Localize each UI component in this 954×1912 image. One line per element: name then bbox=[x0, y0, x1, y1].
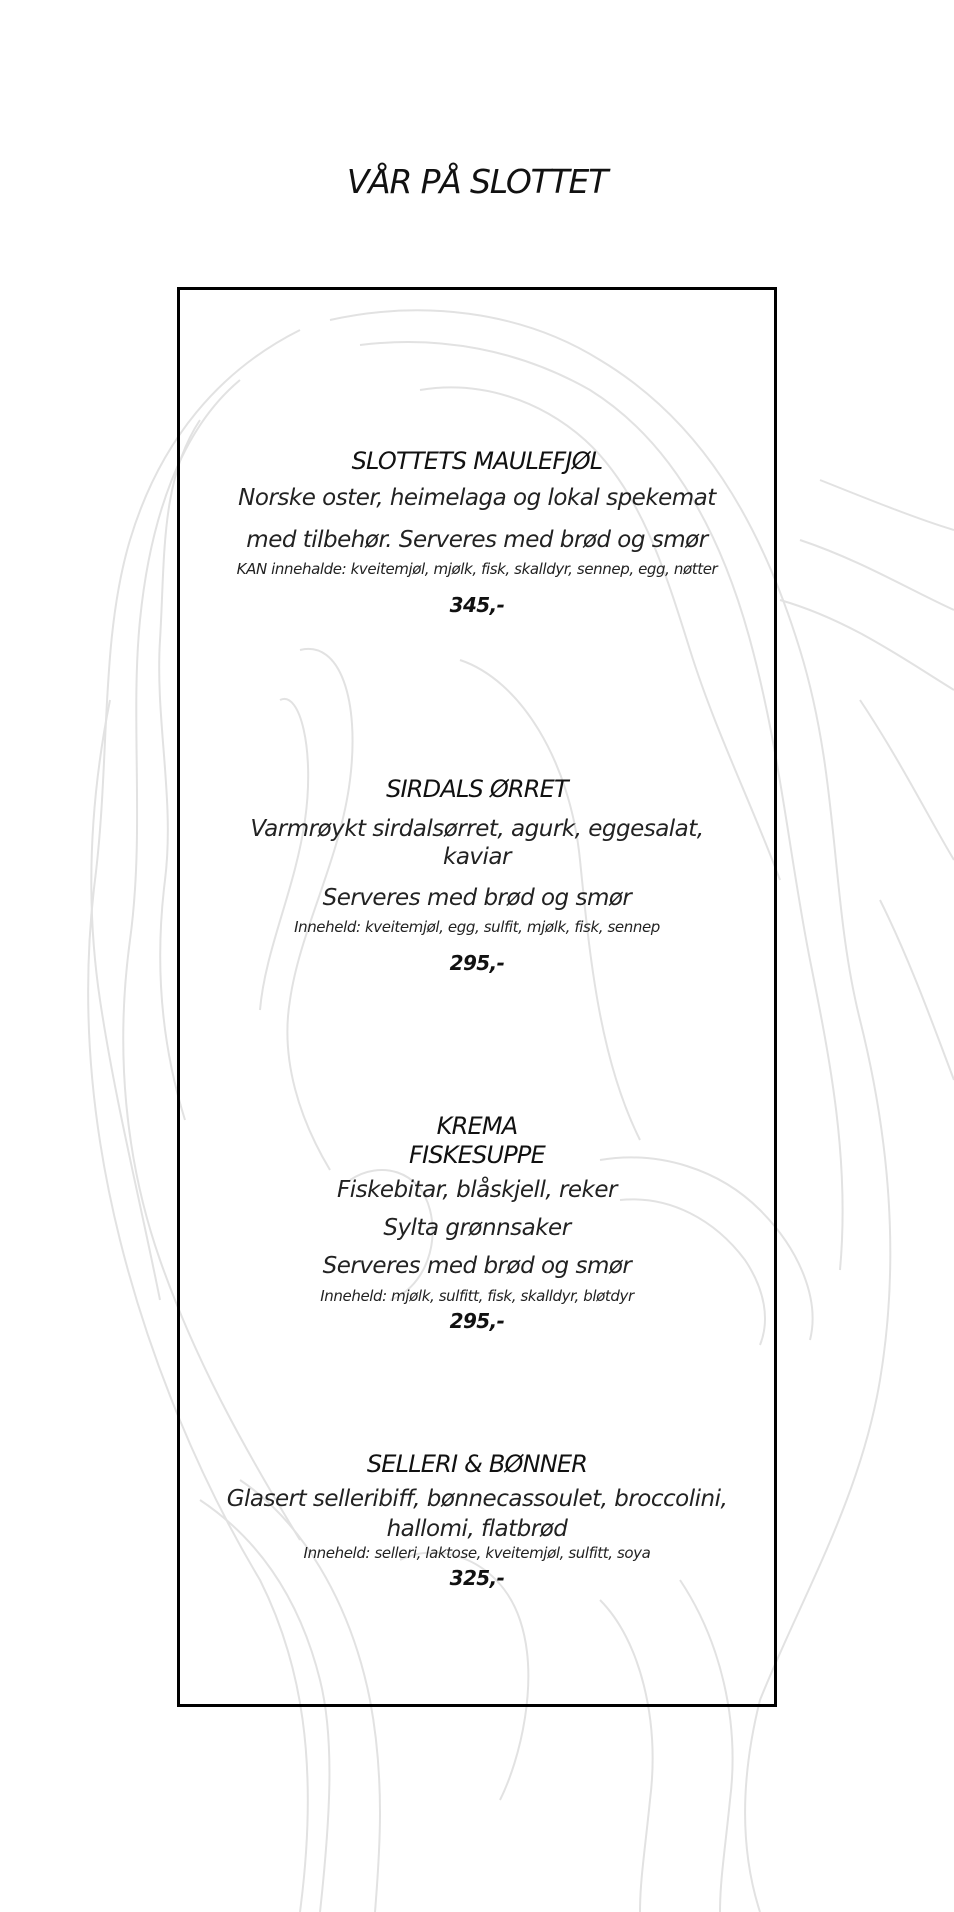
dish-name-line: KREMA bbox=[436, 1112, 518, 1140]
dish-description-line: Serveres med brød og smør bbox=[322, 885, 632, 911]
dish-allergens: Inneheld: mjølk, sulfitt, fisk, skalldyr, bløtdyr bbox=[320, 1287, 634, 1305]
dish-description-line: Sylta grønnsaker bbox=[383, 1215, 571, 1241]
dish-description-line: Glasert selleribiff, bønnecassoulet, broccolini, bbox=[226, 1486, 728, 1512]
dish-description-line: hallomi, flatbrød bbox=[386, 1516, 568, 1542]
dish-name: SLOTTETS MAULEFJØL bbox=[351, 447, 603, 475]
dish-description-line: Serveres med brød og smør bbox=[322, 1253, 632, 1279]
menu-item-sirdals-orret bbox=[177, 775, 777, 975]
dish-allergens: KAN innehalde: kveitemjøl, mjølk, fisk, skalldyr, sennep, egg, nøtter bbox=[236, 560, 718, 578]
dish-price: 345,- bbox=[449, 593, 505, 617]
dish-name-line: FISKESUPPE bbox=[409, 1141, 545, 1169]
dish-price: 325,- bbox=[449, 1566, 505, 1590]
dish-description-line: kaviar bbox=[443, 844, 511, 870]
dish-description-line: Varmrøykt sirdalsørret, agurk, eggesalat, bbox=[250, 816, 704, 842]
menu-item-selleri-bonner bbox=[177, 1450, 777, 1590]
dish-name: SIRDALS ØRRET bbox=[386, 775, 568, 803]
menu-item-slottets-maulefjol bbox=[177, 447, 777, 617]
dish-name: SELLERI & BØNNER bbox=[366, 1450, 588, 1478]
menu-item-krema-fiskesuppe bbox=[177, 1112, 777, 1333]
dish-description-line: Norske oster, heimelaga og lokal spekemat bbox=[238, 485, 716, 511]
dish-description-line: med tilbehør. Serveres med brød og smør bbox=[246, 527, 708, 553]
page-title: VÅR PÅ SLOTTET bbox=[346, 162, 608, 201]
dish-allergens: Inneheld: selleri, laktose, kveitemjøl, sulfitt, soya bbox=[303, 1544, 651, 1562]
dish-description-line: Fiskebitar, blåskjell, reker bbox=[336, 1177, 617, 1203]
dish-allergens: Inneheld: kveitemjøl, egg, sulfit, mjølk, fisk, sennep bbox=[294, 918, 660, 936]
dish-price: 295,- bbox=[449, 1309, 505, 1333]
dish-price: 295,- bbox=[449, 951, 505, 975]
